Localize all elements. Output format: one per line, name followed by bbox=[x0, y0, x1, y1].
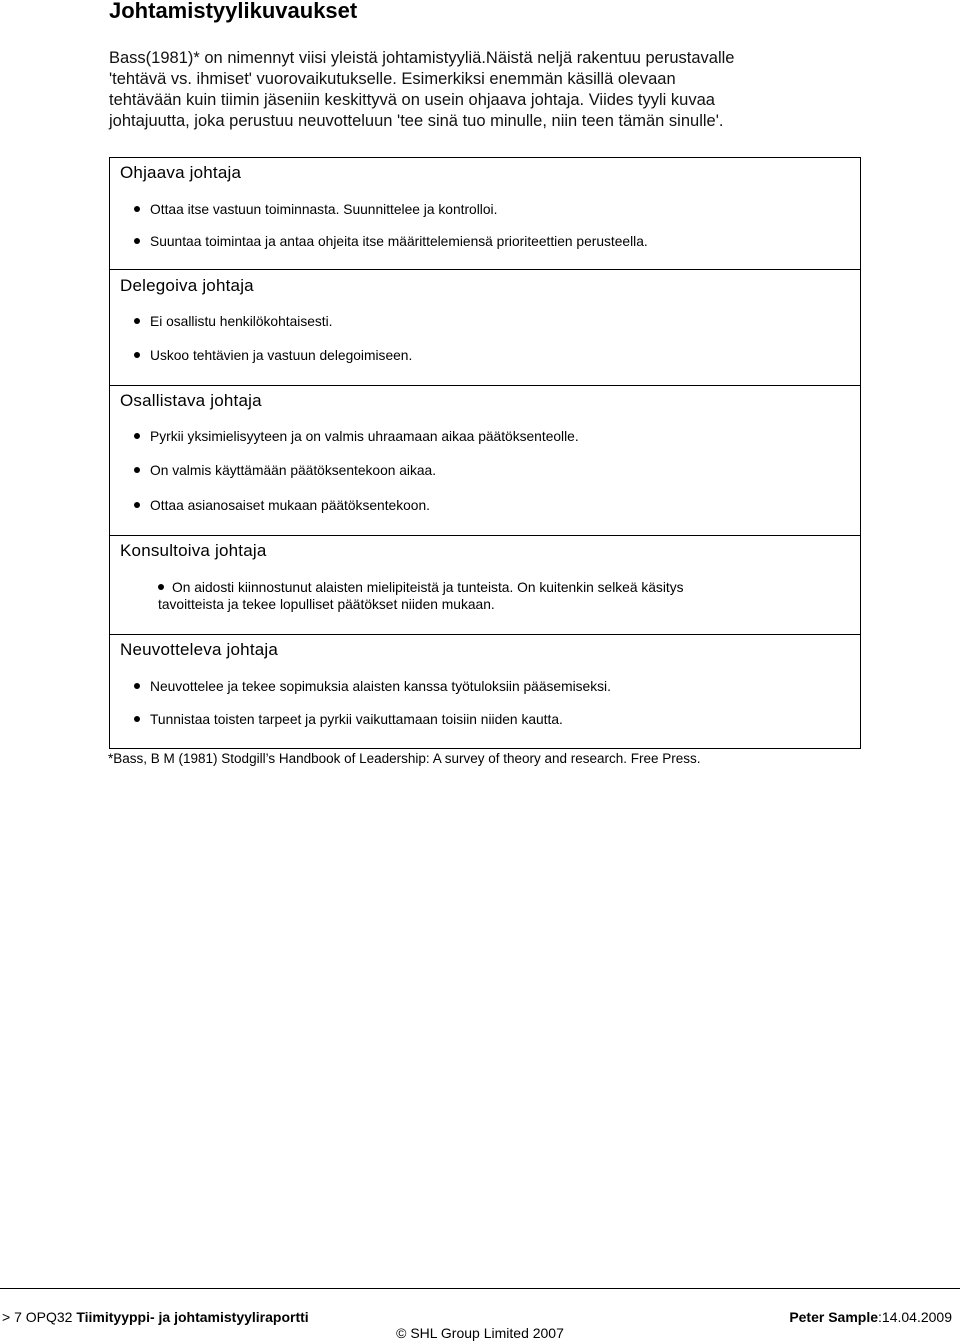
style-section-ohjaava bbox=[110, 158, 860, 270]
list-item bbox=[134, 711, 563, 729]
bullet-icon bbox=[134, 467, 140, 473]
list-item bbox=[134, 678, 611, 696]
list-item bbox=[134, 233, 648, 251]
section-heading: Ohjaava johtaja bbox=[120, 163, 242, 182]
list-item bbox=[134, 462, 436, 480]
list-item bbox=[134, 428, 579, 446]
page-title: Johtamistyylikuvaukset bbox=[109, 0, 358, 23]
section-heading: Osallistava johtaja bbox=[120, 391, 262, 410]
bullet-icon bbox=[158, 584, 164, 590]
intro-line: johtajuutta, joka perustuu neuvotteluun 'tee sinä tuo minulle, niin teen tämän sinulle'. bbox=[109, 112, 724, 130]
intro-line: Bass(1981)* on nimennyt viisi yleistä johtamistyyliä.Näistä neljä rakentuu perustavalle bbox=[109, 49, 735, 67]
list-item bbox=[134, 201, 497, 219]
list-item-text: tavoitteista ja tekee lopulliset päätökset niiden mukaan. bbox=[158, 597, 495, 612]
style-section-delegoiva bbox=[110, 269, 860, 386]
bullet-icon bbox=[134, 502, 140, 508]
bullet-icon bbox=[134, 318, 140, 324]
report-date: 14.04.2009 bbox=[881, 1309, 952, 1325]
page-number: > 7 bbox=[2, 1309, 22, 1325]
list-item-text: Ei osallistu henkilökohtaisesti. bbox=[150, 314, 333, 329]
list-item-text: Pyrkii yksimielisyyteen ja on valmis uhraamaan aikaa päätöksenteolle. bbox=[150, 429, 579, 444]
list-item-text: Neuvottelee ja tekee sopimuksia alaisten kanssa työtuloksiin pääsemiseksi. bbox=[150, 679, 611, 694]
footnote: *Bass, B M (1981) Stodgill’s Handbook of Leadership: A survey of theory and research. Free Press. bbox=[108, 751, 701, 766]
style-section-konsultoiva bbox=[110, 535, 860, 635]
list-item-text: Suuntaa toimintaa ja antaa ohjeita itse määrittelemiensä prioriteettien perusteella. bbox=[150, 234, 648, 249]
list-item-text: On valmis käyttämään päätöksentekoon aikaa. bbox=[150, 463, 437, 478]
date-separator: : bbox=[878, 1309, 882, 1325]
style-section-neuvotteleva bbox=[110, 634, 860, 748]
section-heading: Konsultoiva johtaja bbox=[120, 541, 267, 560]
style-section-osallistava bbox=[110, 385, 860, 536]
leadership-styles-box bbox=[109, 157, 861, 749]
section-heading: Neuvotteleva johtaja bbox=[120, 640, 279, 659]
footer-divider bbox=[0, 1288, 960, 1289]
bullet-icon bbox=[134, 352, 140, 358]
intro-line: 'tehtävä vs. ihmiset' vuorovaikutukselle. Esimerkiksi enemmän käsillä olevaan bbox=[109, 70, 676, 88]
list-item bbox=[134, 497, 430, 515]
list-item bbox=[134, 313, 333, 331]
list-item-text: Ottaa asianosaiset mukaan päätöksentekoon. bbox=[150, 498, 430, 513]
section-heading: Delegoiva johtaja bbox=[120, 276, 254, 295]
bullet-icon bbox=[134, 716, 140, 722]
list-item-text: Tunnistaa toisten tarpeet ja pyrkii vaikuttamaan toisiin niiden kautta. bbox=[150, 712, 563, 727]
bullet-icon bbox=[134, 433, 140, 439]
bullet-icon bbox=[134, 206, 140, 212]
bullet-icon bbox=[134, 683, 140, 689]
list-item bbox=[134, 347, 412, 365]
list-item bbox=[158, 579, 838, 613]
intro-line: tehtävään kuin tiimin jäseniin keskittyvä on usein ohjaava johtaja. Viides tyyli kuvaa bbox=[109, 91, 715, 109]
list-item-text: Ottaa itse vastuun toiminnasta. Suunnittelee ja kontrolloi. bbox=[150, 202, 498, 217]
list-item-text: On aidosti kiinnostunut alaisten mielipiteistä ja tunteista. On kuitenkin selkeä käsitys bbox=[172, 580, 684, 595]
copyright: © SHL Group Limited 2007 bbox=[396, 1325, 564, 1341]
intro-paragraph bbox=[109, 48, 869, 132]
bullet-icon bbox=[134, 238, 140, 244]
list-item-text: Uskoo tehtävien ja vastuun delegoimiseen. bbox=[150, 348, 413, 363]
product-name: OPQ32 bbox=[25, 1309, 73, 1325]
person-name: Peter Sample bbox=[789, 1309, 879, 1325]
report-name: Tiimityyppi- ja johtamistyyliraportti bbox=[76, 1309, 309, 1325]
